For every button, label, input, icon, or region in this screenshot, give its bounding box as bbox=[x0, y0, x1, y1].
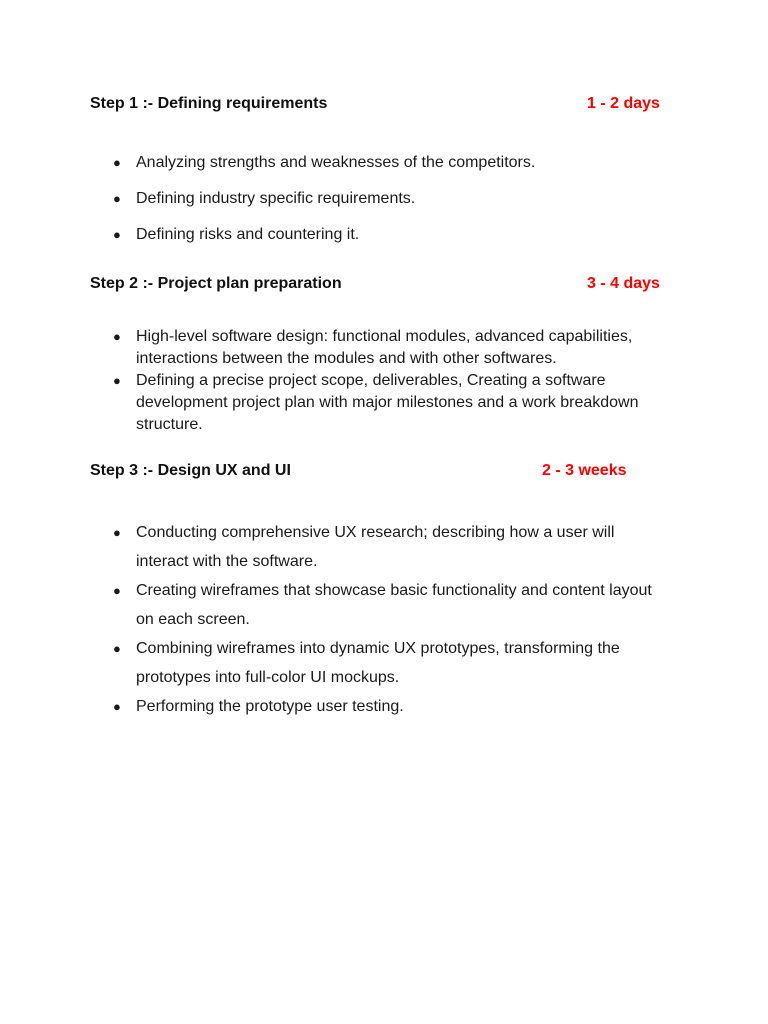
bullet-icon: ● bbox=[113, 191, 121, 206]
list-item-text: Defining risks and countering it. bbox=[136, 226, 360, 243]
list-item bbox=[111, 692, 656, 721]
step-1-duration: 1 - 2 days bbox=[587, 95, 660, 112]
list-item bbox=[111, 576, 656, 634]
step-3-duration: 2 - 3 weeks bbox=[542, 462, 627, 479]
step-2-duration: 3 - 4 days bbox=[587, 275, 660, 292]
list-item bbox=[111, 326, 651, 370]
list-item-text: Performing the prototype user testing. bbox=[136, 698, 404, 715]
list-item-text: Defining a precise project scope, deliverables, Creating a software development project plan with major milestones and a work breakdown structure. bbox=[136, 372, 639, 433]
list-item-text: Creating wireframes that showcase basic functionality and content layout on each screen. bbox=[136, 582, 652, 628]
step-2-bullet-list bbox=[111, 326, 651, 436]
list-item-text: Defining industry specific requirements. bbox=[136, 190, 416, 207]
list-item bbox=[111, 518, 656, 576]
list-item bbox=[111, 189, 671, 209]
bullet-icon: ● bbox=[113, 641, 121, 656]
list-item-text: High-level software design: functional modules, advanced capabilities, interactions between the modules and with other softwares. bbox=[136, 328, 633, 367]
step-1-bullet-list bbox=[111, 153, 671, 261]
bullet-icon: ● bbox=[113, 525, 121, 540]
list-item-text: Analyzing strengths and weaknesses of the competitors. bbox=[136, 154, 536, 171]
list-item bbox=[111, 370, 651, 436]
list-item bbox=[111, 634, 656, 692]
step-3-heading: Step 3 :- Design UX and UI bbox=[90, 462, 291, 479]
bullet-icon: ● bbox=[113, 155, 121, 170]
bullet-icon: ● bbox=[113, 699, 121, 714]
step-1-heading: Step 1 :- Defining requirements bbox=[90, 95, 328, 112]
list-item-text: Combining wireframes into dynamic UX prototypes, transforming the prototypes into full-color UI mockups. bbox=[136, 640, 620, 686]
bullet-icon: ● bbox=[113, 227, 121, 242]
bullet-icon: ● bbox=[113, 583, 121, 598]
list-item bbox=[111, 225, 671, 245]
step-3-bullet-list bbox=[111, 518, 656, 721]
list-item bbox=[111, 153, 671, 173]
bullet-icon: ● bbox=[113, 329, 121, 344]
bullet-icon: ● bbox=[113, 373, 121, 388]
list-item-text: Conducting comprehensive UX research; describing how a user will interact with the software. bbox=[136, 524, 615, 570]
step-2-heading: Step 2 :- Project plan preparation bbox=[90, 275, 342, 292]
